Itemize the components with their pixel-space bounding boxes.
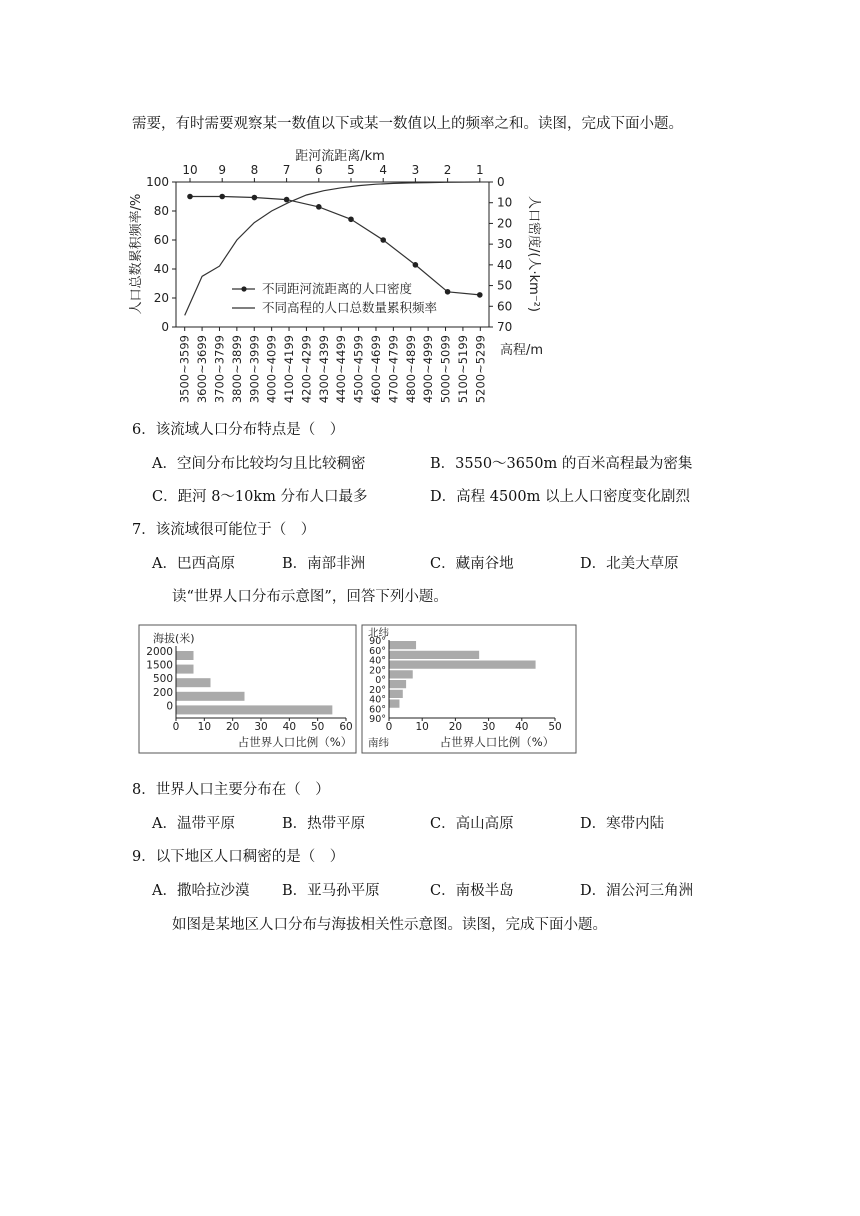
latitude-x-tick: 0 <box>385 721 393 733</box>
altitude-chart-ylabel: 海拔(米) <box>153 632 195 645</box>
left-tick-label: 40 <box>153 262 169 276</box>
latitude-chart-south: 南纬 <box>368 737 389 749</box>
latitude-tick-label: 90° <box>369 636 386 647</box>
q7-stem: 7．该流域很可能位于（ ） <box>132 522 316 538</box>
world-population-charts <box>0 620 860 760</box>
latitude-bar <box>390 670 413 678</box>
x-tick-label: 4500~4599 <box>351 335 366 404</box>
density-point <box>348 216 354 222</box>
altitude-bar <box>177 678 211 687</box>
q7-option-b[interactable]: B．南部非洲 <box>282 556 366 572</box>
altitude-tick-label: 2000 <box>146 646 173 658</box>
right-tick-label: 70 <box>497 320 513 334</box>
q7-option-a[interactable]: A．巴西高原 <box>152 556 235 572</box>
top-tick-label: 3 <box>411 163 420 177</box>
altitude-bar <box>177 665 194 674</box>
top-tick-label: 6 <box>314 163 323 177</box>
top-tick-label: 8 <box>250 163 259 177</box>
density-point <box>380 237 386 243</box>
latitude-x-tick: 10 <box>415 721 429 733</box>
x-tick-label: 5200~5299 <box>473 335 488 404</box>
left-tick-label: 100 <box>146 175 169 189</box>
x-tick-label: 4700~4799 <box>386 335 401 404</box>
q6-option-d[interactable]: D．高程 4500m 以上人口密度变化剧烈 <box>430 489 690 505</box>
x-tick-label: 3900~3999 <box>247 335 262 404</box>
elevation-population-chart <box>0 140 860 420</box>
latitude-tick-label: 40° <box>369 655 386 667</box>
altitude-x-tick: 40 <box>282 721 297 733</box>
x-tick-label: 4400~4499 <box>334 335 349 404</box>
density-point <box>445 289 451 295</box>
q7-option-c[interactable]: C．藏南谷地 <box>430 556 514 572</box>
right-tick-label: 10 <box>497 195 513 210</box>
altitude-bar <box>177 692 245 701</box>
q6-stem: 6．该流域人口分布特点是（ ） <box>132 422 345 438</box>
right-tick-label: 40 <box>497 257 513 272</box>
left-tick-label: 20 <box>153 291 169 305</box>
latitude-tick-label: 20° <box>369 684 386 696</box>
density-point <box>477 292 483 298</box>
top-tick-label: 2 <box>443 163 452 177</box>
altitude-x-tick: 20 <box>225 721 240 733</box>
latitude-tick-label: 90° <box>369 714 386 725</box>
density-point <box>252 195 258 201</box>
altitude-x-tick: 0 <box>172 721 180 733</box>
intro-line: 需要，有时需要观察某一数值以下或某一数值以上的频率之和。读图，完成下面小题。 <box>132 116 683 132</box>
q9-option-c[interactable]: C．南极半岛 <box>430 883 514 899</box>
latitude-bar <box>390 661 536 669</box>
q6-option-a[interactable]: A．空间分布比较均匀且比较稠密 <box>152 456 366 472</box>
latitude-x-tick: 50 <box>548 721 562 733</box>
latitude-bar <box>390 680 407 688</box>
latitude-bar <box>390 651 480 659</box>
latitude-chart-north: 北纬 <box>368 627 389 639</box>
right-tick-label: 50 <box>497 278 513 293</box>
top-tick-label: 10 <box>182 163 198 177</box>
latitude-bar <box>390 700 400 708</box>
q8-option-b[interactable]: B．热带平原 <box>282 816 366 832</box>
x-tick-label: 3700~3799 <box>212 335 227 404</box>
altitude-x-tick: 10 <box>197 721 212 733</box>
right-tick-label: 60 <box>497 299 513 314</box>
right-tick-label: 30 <box>497 237 513 252</box>
x-tick-label: 4000~4099 <box>264 335 279 404</box>
left-tick-label: 60 <box>153 233 169 247</box>
density-point <box>284 197 290 203</box>
altitude-tick-label: 0 <box>166 700 173 713</box>
right-axis-title: 人口密度/(人·km⁻²) <box>526 196 541 312</box>
density-point <box>413 262 419 268</box>
right-tick-label: 20 <box>497 216 513 231</box>
altitude-bar <box>177 651 194 660</box>
x-tick-label: 4200~4299 <box>299 335 314 404</box>
q8-option-a[interactable]: A．温带平原 <box>152 816 235 832</box>
left-axis-title: 人口总数累积频率/% <box>129 193 144 315</box>
altitude-tick-label: 500 <box>152 673 173 686</box>
right-tick-label: 0 <box>497 175 505 189</box>
x-tick-label: 5000~5099 <box>438 335 453 404</box>
x-tick-label: 3500~3599 <box>177 335 192 404</box>
q9-option-b[interactable]: B．亚马孙平原 <box>282 883 380 899</box>
altitude-bar <box>177 705 333 714</box>
latitude-tick-label: 0° <box>375 675 386 686</box>
latitude-bar <box>390 641 417 649</box>
latitude-bar <box>390 690 403 698</box>
legend-cumulative: 不同高程的人口总数量累积频率 <box>262 300 438 315</box>
left-tick-label: 0 <box>161 320 169 334</box>
x-tick-label: 4600~4699 <box>368 335 383 404</box>
altitude-tick-label: 200 <box>152 686 173 699</box>
q9-option-d[interactable]: D．湄公河三角洲 <box>580 883 694 899</box>
latitude-tick-label: 20° <box>369 665 386 677</box>
q6-option-c[interactable]: C．距河 8～10km 分布人口最多 <box>152 489 368 505</box>
top-axis-title: 距河流距离/km <box>295 149 385 164</box>
top-tick-label: 5 <box>347 163 355 177</box>
q9-option-a[interactable]: A．撒哈拉沙漠 <box>152 883 250 899</box>
latitude-x-tick: 20 <box>448 721 463 733</box>
x-tick-label: 3600~3699 <box>195 335 210 404</box>
x-tick-label: 5100~5199 <box>455 335 470 404</box>
altitude-x-tick: 50 <box>310 721 325 733</box>
x-tick-label: 4300~4399 <box>316 335 331 404</box>
q8-option-d[interactable]: D．寒带内陆 <box>580 816 665 832</box>
q8-stem: 8．世界人口主要分布在（ ） <box>132 782 330 798</box>
x-tick-label: 4900~4999 <box>421 335 436 404</box>
q9-stem: 9．以下地区人口稠密的是（ ） <box>132 849 345 865</box>
q8-option-c[interactable]: C．高山高原 <box>430 816 514 832</box>
top-tick-label: 7 <box>282 163 291 177</box>
latitude-x-tick: 40 <box>515 721 529 733</box>
altitude-tick-label: 1500 <box>146 659 173 672</box>
x-tick-label: 4800~4899 <box>403 335 418 404</box>
density-point <box>187 194 193 200</box>
latitude-tick-label: 60° <box>369 645 386 657</box>
top-tick-label: 9 <box>218 163 227 177</box>
read-instruction-2: 读“世界人口分布示意图”，回答下列小题。 <box>172 589 448 605</box>
latitude-chart-xlabel: 占世界人口比例（%） <box>439 735 555 749</box>
latitude-tick-label: 60° <box>369 704 386 716</box>
density-point <box>219 194 225 200</box>
q6-option-b[interactable]: B．3550～3650m 的百米高程最为密集 <box>430 456 693 472</box>
top-tick-label: 4 <box>379 163 388 177</box>
x-axis-title: 高程/m <box>500 343 544 358</box>
left-tick-label: 80 <box>153 204 169 218</box>
altitude-chart-xlabel: 占世界人口比例（%） <box>237 735 353 749</box>
legend-density: 不同距河流距离的人口密度 <box>262 281 413 296</box>
read-instruction-3: 如图是某地区人口分布与海拔相关性示意图。读图，完成下面小题。 <box>172 917 607 933</box>
altitude-x-tick: 30 <box>254 721 268 733</box>
x-tick-label: 4100~4199 <box>282 335 297 404</box>
q7-option-d[interactable]: D．北美大草原 <box>580 556 679 572</box>
latitude-tick-label: 40° <box>369 694 386 706</box>
top-tick-label: 1 <box>475 163 484 177</box>
x-tick-label: 3800~3899 <box>229 335 244 404</box>
density-point <box>316 204 322 210</box>
altitude-x-tick: 60 <box>339 721 353 733</box>
latitude-x-tick: 30 <box>481 721 496 733</box>
